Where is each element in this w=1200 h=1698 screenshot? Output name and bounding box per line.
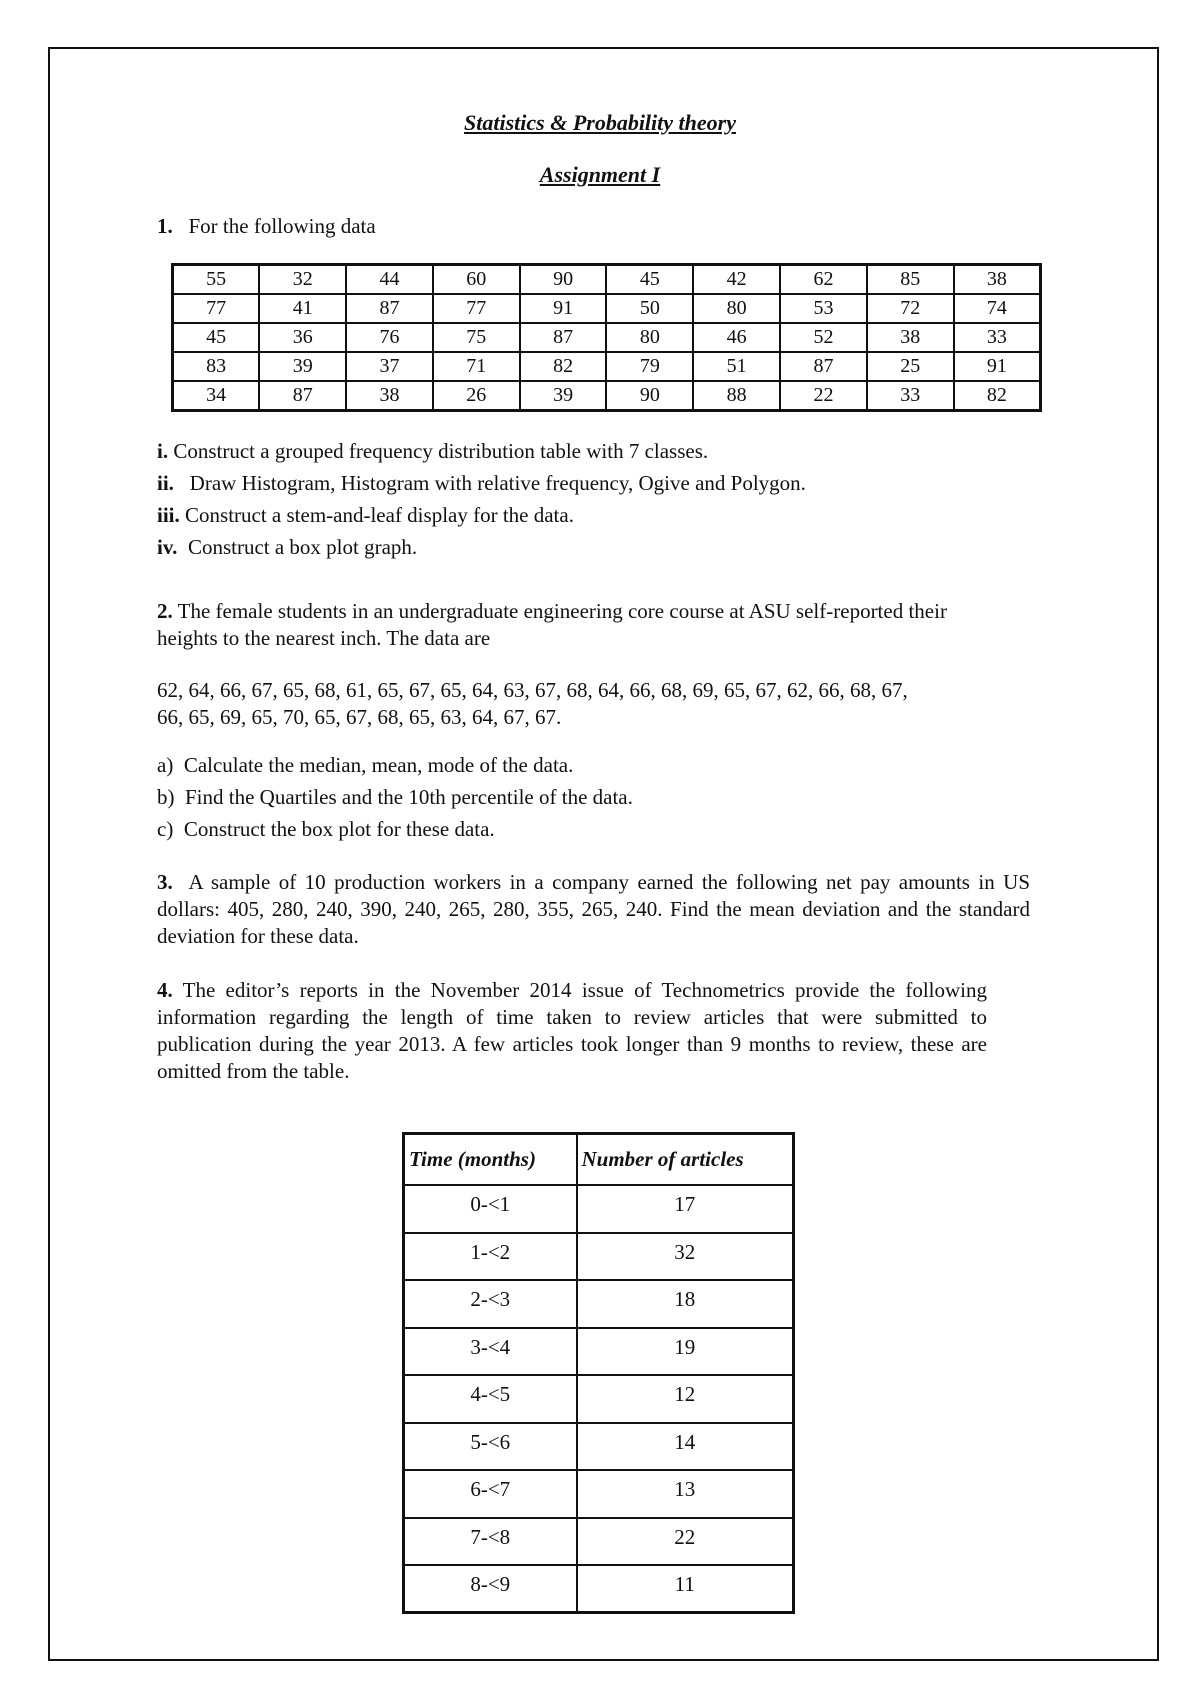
table-row: [173, 352, 1041, 381]
articles-cell: 22: [577, 1518, 794, 1566]
table-cell: 44: [346, 265, 433, 295]
q1-part-text: Construct a box plot graph.: [187, 535, 418, 559]
table-cell: 38: [954, 265, 1041, 295]
articles-cell: 17: [577, 1185, 794, 1233]
q1-part-label: ii.: [157, 471, 174, 495]
time-cell: 7-<8: [404, 1518, 577, 1566]
table-cell: 74: [954, 294, 1041, 323]
table-row: [404, 1280, 794, 1328]
articles-cell: 12: [577, 1375, 794, 1423]
table-row: [404, 1518, 794, 1566]
table-cell: 53: [780, 294, 867, 323]
q1-number: 1.: [157, 214, 173, 238]
q1-part-label: i.: [157, 439, 169, 463]
time-cell: 2-<3: [404, 1280, 577, 1328]
table-cell: 76: [346, 323, 433, 352]
q1-part-text: Construct a stem-and-leaf display for the data.: [185, 503, 574, 527]
q4-text: The editor’s reports in the November 2014 issue of Technometrics provide the following information regarding the length of time taken to review articles that were submitted to publication during the year 2013. A few articles took longer than 9 months to review, these are omitted from the table.: [157, 978, 988, 1083]
table-row: [404, 1470, 794, 1518]
table-cell: 80: [693, 294, 780, 323]
table-cell: 60: [433, 265, 520, 295]
table-cell: 90: [520, 265, 607, 295]
table-cell: 25: [867, 352, 954, 381]
table-row: [173, 323, 1041, 352]
q2-question: [157, 598, 957, 652]
table-cell: 26: [433, 381, 520, 411]
table-cell: 77: [433, 294, 520, 323]
q3-text: A sample of 10 production workers in a company earned the following net pay amounts in US dollars: 405, 280, 240, 390, 240, 265, 280, 355, 265, 240. Find the mean deviation and the standard deviation for these data.: [157, 870, 1030, 948]
q2-data-line-2: 66, 65, 69, 65, 70, 65, 67, 68, 65, 63, 64, 67, 67.: [157, 705, 562, 729]
table-cell: 87: [780, 352, 867, 381]
q4-question: [157, 977, 987, 1085]
table-cell: 80: [606, 323, 693, 352]
table-cell: 87: [346, 294, 433, 323]
q2-part-label: a): [157, 753, 174, 777]
table-cell: 51: [693, 352, 780, 381]
table-cell: 39: [520, 381, 607, 411]
table-cell: 87: [520, 323, 607, 352]
q1-intro-line: [157, 216, 376, 237]
q2-part: [157, 755, 573, 776]
table-cell: 32: [259, 265, 346, 295]
table-cell: 87: [259, 381, 346, 411]
table-row: [404, 1375, 794, 1423]
q1-part: [157, 473, 806, 494]
table-cell: 62: [780, 265, 867, 295]
q3-number: 3.: [157, 870, 173, 894]
table-row: [404, 1328, 794, 1376]
table-cell: 45: [606, 265, 693, 295]
table-cell: 82: [520, 352, 607, 381]
table-row: [404, 1185, 794, 1233]
time-cell: 0-<1: [404, 1185, 577, 1233]
q2-part-text: Construct the box plot for these data.: [183, 817, 495, 841]
table-row: [173, 294, 1041, 323]
table-cell: 34: [173, 381, 260, 411]
q1-intro: For the following data: [188, 214, 376, 238]
table-cell: 82: [954, 381, 1041, 411]
articles-cell: 19: [577, 1328, 794, 1376]
q2-data-line-1: 62, 64, 66, 67, 65, 68, 61, 65, 67, 65, 64, 63, 67, 68, 64, 66, 68, 69, 65, 67, 62, 66, 68, 67,: [157, 678, 908, 702]
time-cell: 8-<9: [404, 1565, 577, 1613]
table-cell: 38: [867, 323, 954, 352]
time-cell: 5-<6: [404, 1423, 577, 1471]
table-cell: 52: [780, 323, 867, 352]
q1-part: [157, 441, 708, 462]
q2-part: [157, 787, 633, 808]
articles-cell: 11: [577, 1565, 794, 1613]
articles-cell: 13: [577, 1470, 794, 1518]
table-cell: 72: [867, 294, 954, 323]
table-row: [404, 1233, 794, 1281]
q4-number: 4.: [157, 978, 173, 1002]
table-cell: 88: [693, 381, 780, 411]
q2-text: The female students in an undergraduate engineering core course at ASU self-reported their heights to the nearest inch. The data are: [157, 599, 947, 650]
table-row: [173, 265, 1041, 295]
table-cell: 83: [173, 352, 260, 381]
articles-cell: 32: [577, 1233, 794, 1281]
q2-part-label: c): [157, 817, 174, 841]
q2-part-text: Find the Quartiles and the 10th percentile of the data.: [185, 785, 633, 809]
table-cell: 77: [173, 294, 260, 323]
time-cell: 1-<2: [404, 1233, 577, 1281]
table-cell: 50: [606, 294, 693, 323]
table-cell: 36: [259, 323, 346, 352]
q1-part-label: iii.: [157, 503, 180, 527]
time-cell: 6-<7: [404, 1470, 577, 1518]
articles-cell: 18: [577, 1280, 794, 1328]
table-cell: 85: [867, 265, 954, 295]
table-cell: 55: [173, 265, 260, 295]
articles-cell: 14: [577, 1423, 794, 1471]
time-cell: 4-<5: [404, 1375, 577, 1423]
q1-part-text: Construct a grouped frequency distribution table with 7 classes.: [173, 439, 709, 463]
table-row: [404, 1565, 794, 1613]
q1-part: [157, 537, 417, 558]
q2-part-label: b): [157, 785, 175, 809]
table-cell: 37: [346, 352, 433, 381]
table-cell: 75: [433, 323, 520, 352]
q2-number: 2.: [157, 599, 173, 623]
q3-question: [157, 869, 1030, 950]
assignment-subtitle: Assignment I: [539, 162, 661, 187]
table-cell: 79: [606, 352, 693, 381]
column-header-articles: Number of articles: [577, 1134, 794, 1186]
q1-part-label: iv.: [157, 535, 178, 559]
q1-part: [157, 505, 574, 526]
table-cell: 71: [433, 352, 520, 381]
table-cell: 45: [173, 323, 260, 352]
table-cell: 42: [693, 265, 780, 295]
q2-part-text: Calculate the median, mean, mode of the data.: [183, 753, 574, 777]
table-cell: 22: [780, 381, 867, 411]
column-header-time: Time (months): [404, 1134, 577, 1186]
review-time-table: [402, 1132, 795, 1614]
table-cell: 91: [954, 352, 1041, 381]
table-cell: 39: [259, 352, 346, 381]
q1-data-table: [171, 263, 1042, 412]
table-cell: 90: [606, 381, 693, 411]
table-cell: 41: [259, 294, 346, 323]
table-cell: 33: [867, 381, 954, 411]
table-row: [404, 1423, 794, 1471]
time-cell: 3-<4: [404, 1328, 577, 1376]
table-cell: 91: [520, 294, 607, 323]
q2-part: [157, 819, 495, 840]
table-cell: 46: [693, 323, 780, 352]
page-title: Statistics & Probability theory: [464, 110, 736, 135]
table-row: [173, 381, 1041, 411]
q1-part-text: Draw Histogram, Histogram with relative frequency, Ogive and Polygon.: [189, 471, 806, 495]
table-cell: 38: [346, 381, 433, 411]
table-cell: 33: [954, 323, 1041, 352]
